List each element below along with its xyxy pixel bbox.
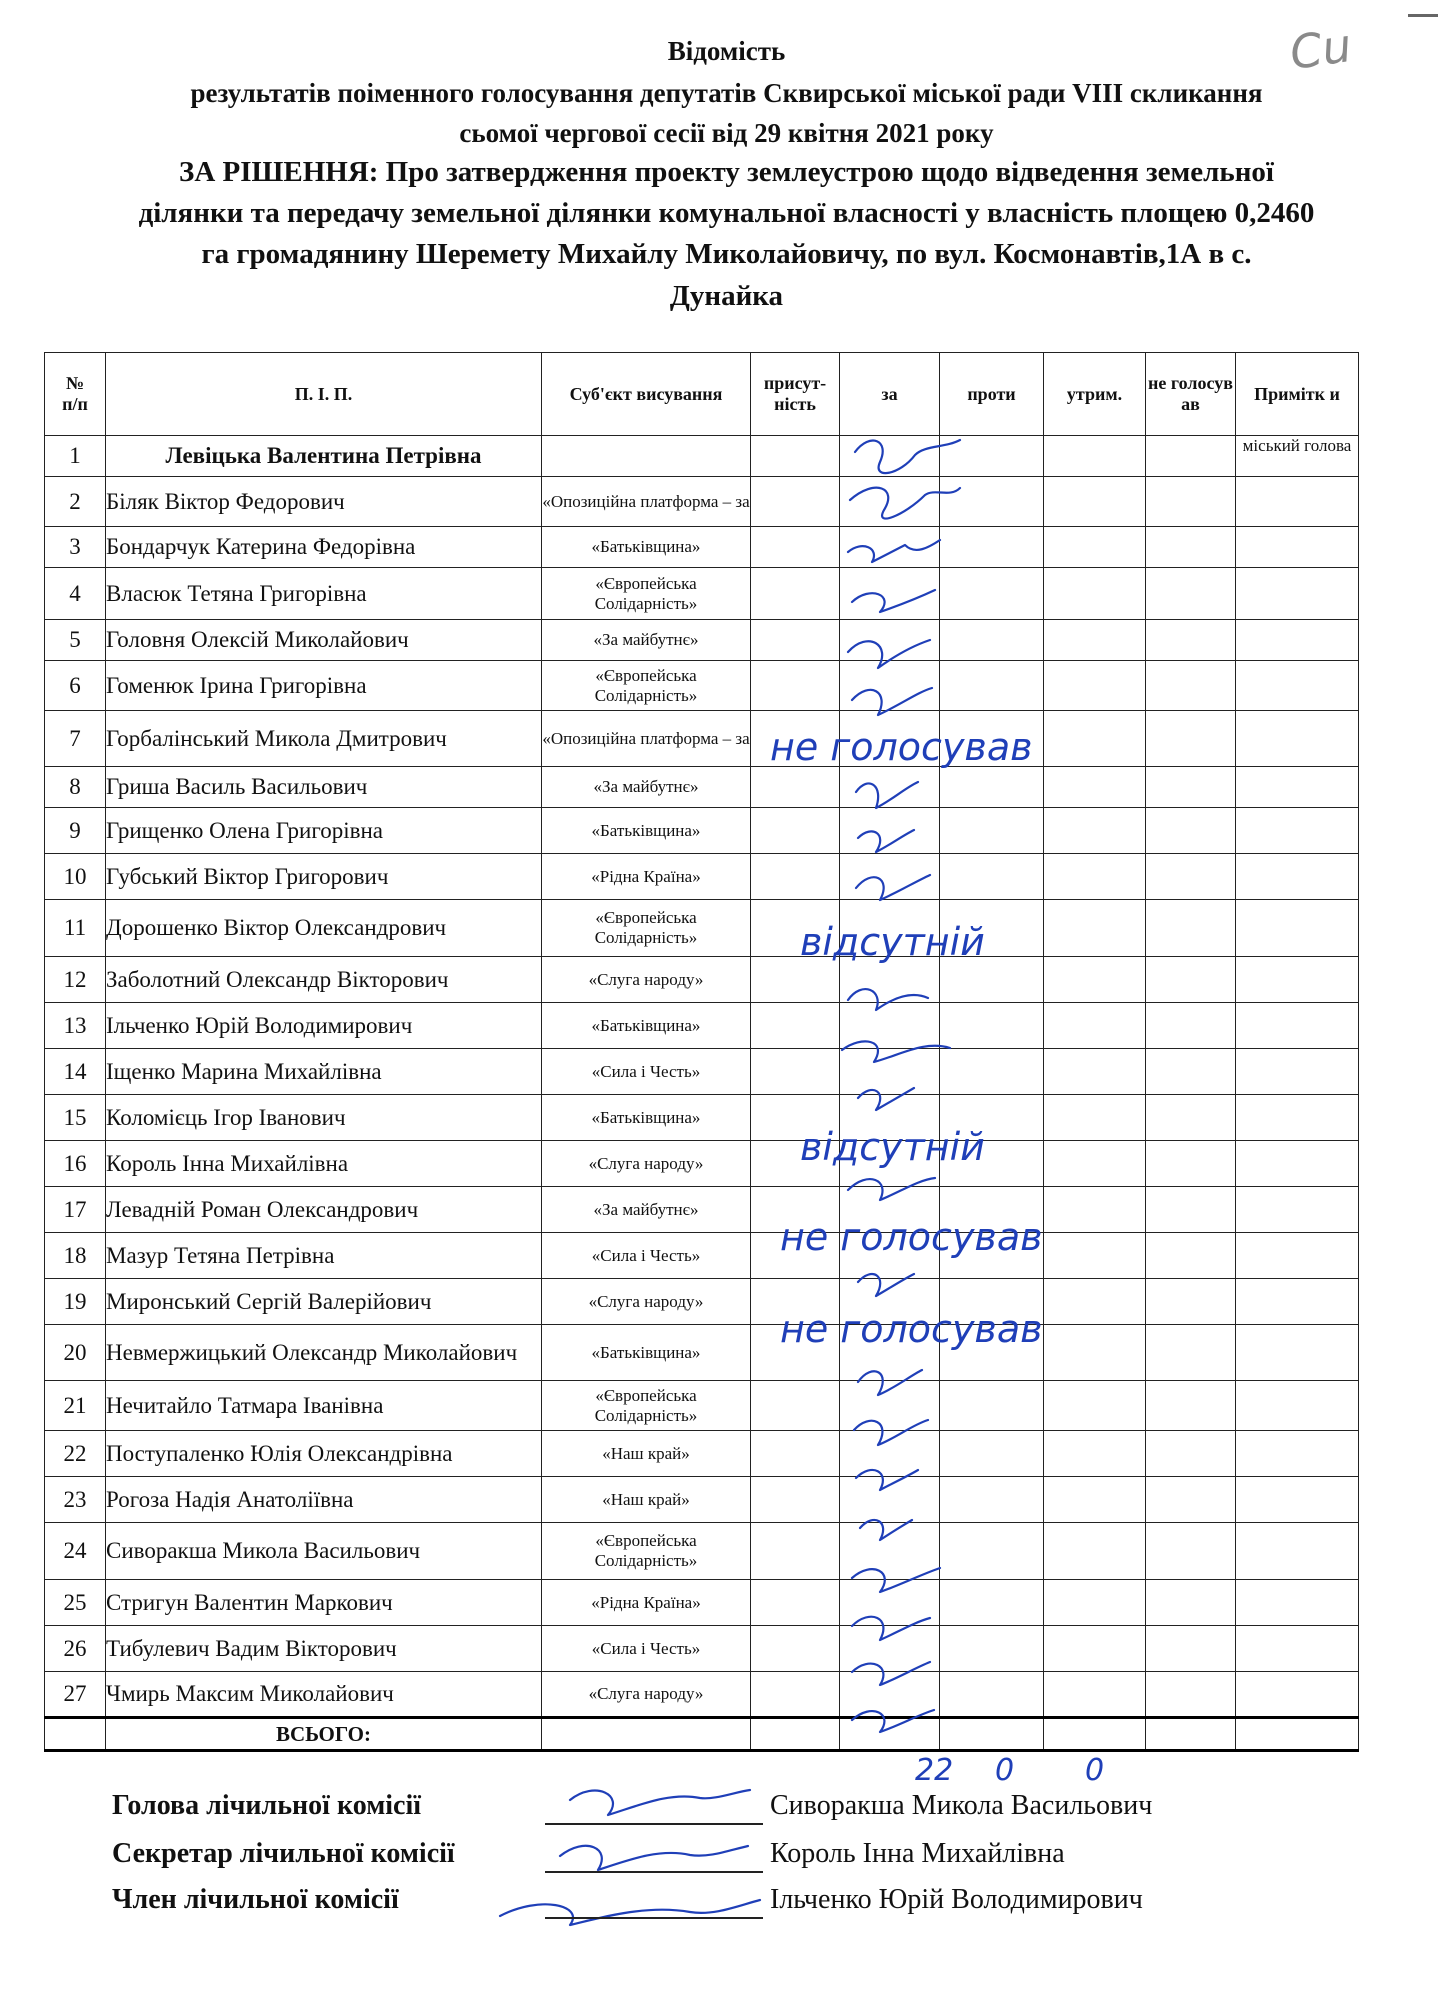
nominating-party: «Сила і Честь» (542, 1049, 751, 1095)
deputy-name: Стригун Валентин Маркович (106, 1580, 542, 1626)
deputy-name: Бондарчук Катерина Федорівна (106, 527, 542, 568)
secretary-signature-line (545, 1871, 763, 1873)
col-header-for: за (840, 353, 940, 436)
handwritten-total-abstain: 0 (1085, 1753, 1105, 1788)
col-header-name: П. І. П. (106, 353, 542, 436)
session-line: сьомої чергової сесії від 29 квітня 2021 року (459, 118, 994, 148)
handwritten-row-15: відсутній (800, 1125, 985, 1169)
deputy-name: Миронський Сергій Валерійович (106, 1279, 542, 1325)
nominating-party: «Слуга народу» (542, 1279, 751, 1325)
row-number: 16 (45, 1141, 106, 1187)
decision-line-1: ЗА РІШЕННЯ: Про затвердження проекту землеустрою щодо відведення земельної (179, 156, 1274, 188)
signature-row-9 (858, 830, 914, 852)
signature-row-26 (852, 1662, 930, 1685)
note-cell: міський голова (1236, 436, 1359, 477)
document-title: Відомість (667, 36, 786, 66)
handwritten-row-11: відсутній (800, 920, 985, 964)
signature-row-23 (860, 1520, 912, 1540)
nominating-party: «Європейська Солідарність» (542, 900, 751, 957)
row-number: 17 (45, 1187, 106, 1233)
nominating-party: «Батьківщина» (542, 1003, 751, 1049)
signature-row-24 (852, 1568, 940, 1592)
signature-row-21 (854, 1420, 928, 1445)
row-number: 15 (45, 1095, 106, 1141)
signature-row-8 (856, 782, 918, 808)
deputy-name: Коломієць Ігор Іванович (106, 1095, 542, 1141)
row-number: 7 (45, 711, 106, 767)
nominating-party: «Сила і Честь» (542, 1233, 751, 1279)
nominating-party: «Батьківщина» (542, 527, 751, 568)
row-number: 6 (45, 661, 106, 711)
col-header-against: проти (940, 353, 1044, 436)
signature-row-3 (848, 540, 940, 562)
nominating-party: «Європейська Солідарність» (542, 661, 751, 711)
deputy-name: Гриша Василь Васильович (106, 767, 542, 808)
nominating-party: «Слуга народу» (542, 957, 751, 1003)
handwritten-total-for: 22 (915, 1753, 954, 1788)
signature-head (570, 1790, 750, 1815)
col-header-present: присут- ність (751, 353, 840, 436)
head-label: Голова лічильної комісії (112, 1790, 422, 1821)
signature-secretary (560, 1846, 748, 1870)
nominating-party: «Слуга народу» (542, 1141, 751, 1187)
nominating-party: «Наш край» (542, 1477, 751, 1523)
row-number: 12 (45, 957, 106, 1003)
signature-row-2 (850, 488, 960, 519)
row-number: 27 (45, 1672, 106, 1718)
deputy-name: Чмирь Максим Миколайович (106, 1672, 542, 1718)
secretary-label: Секретар лічильної комісії (112, 1838, 455, 1869)
row-number: 5 (45, 620, 106, 661)
deputy-name: Головня Олексій Миколайович (106, 620, 542, 661)
row-number: 2 (45, 477, 106, 527)
nominating-party: «Слуга народу» (542, 1672, 751, 1718)
handwritten-total-against: 0 (995, 1753, 1015, 1788)
row-number: 1 (45, 436, 106, 477)
signature-row-27 (852, 1710, 934, 1732)
deputy-name: Левіцька Валентина Петрівна (106, 436, 542, 477)
deputy-name: Біляк Віктор Федорович (106, 477, 542, 527)
nominating-party: «Європейська Солідарність» (542, 568, 751, 620)
row-number: 21 (45, 1381, 106, 1431)
deputy-name: Сиворакша Микола Васильович (106, 1523, 542, 1580)
deputy-name: Левадній Роман Олександрович (106, 1187, 542, 1233)
row-number: 10 (45, 854, 106, 900)
signature-row-18 (858, 1274, 914, 1296)
row-number: 19 (45, 1279, 106, 1325)
deputy-name: Грищенко Олена Григорівна (106, 808, 542, 854)
document-subtitle: результатів поіменного голосування депутатів Сквирської міської ради VIII скликання (190, 78, 1263, 108)
row-number: 18 (45, 1233, 106, 1279)
row-number: 3 (45, 527, 106, 568)
deputy-name: Невмержицький Олександр Миколайович (106, 1325, 542, 1381)
deputy-name: Гоменюк Ірина Григорівна (106, 661, 542, 711)
nominating-party: «Рідна Країна» (542, 1580, 751, 1626)
member-signature-line (545, 1917, 763, 1919)
signature-row-25 (852, 1617, 930, 1640)
head-name: Сиворакша Микола Васильович (770, 1790, 1153, 1821)
handwritten-row-7: не голосував (770, 725, 1033, 769)
row-number: 25 (45, 1580, 106, 1626)
member-label: Член лічильної комісії (112, 1884, 399, 1915)
col-header-num: № п/п (45, 353, 106, 436)
row-number: 14 (45, 1049, 106, 1095)
decision-line-4: Дунайка (669, 280, 784, 312)
nominating-party: «Європейська Солідарність» (542, 1523, 751, 1580)
deputy-name: Нечитайло Татмара Іванівна (106, 1381, 542, 1431)
total-label: ВСЬОГО: (106, 1718, 542, 1751)
deputy-name: Власюк Тетяна Григорівна (106, 568, 542, 620)
signature-row-1 (855, 440, 960, 473)
deputy-name: Іщенко Марина Михайлівна (106, 1049, 542, 1095)
decision-line-3: га громадянину Шеремету Михайлу Миколайовичу, по вул. Космонавтів,1А в с. (201, 238, 1252, 270)
nominating-party: «За майбутнє» (542, 767, 751, 808)
nominating-party: «За майбутнє» (542, 1187, 751, 1233)
signature-row-6 (852, 688, 932, 715)
deputy-name: Поступаленко Юлія Олександрівна (106, 1431, 542, 1477)
signature-row-16 (848, 1178, 935, 1200)
nominating-party: «Наш край» (542, 1431, 751, 1477)
deputy-name: Горбалінський Микола Дмитрович (106, 711, 542, 767)
decision-line-2: ділянки та передачу земельної ділянки комунальної власності у власність площею 0,2460 (138, 197, 1315, 229)
row-number: 20 (45, 1325, 106, 1381)
row-number: 8 (45, 767, 106, 808)
nominating-party: «За майбутнє» (542, 620, 751, 661)
row-number: 13 (45, 1003, 106, 1049)
head-signature-line (545, 1823, 763, 1825)
deputy-name: Заболотний Олександр Вікторович (106, 957, 542, 1003)
col-header-subject: Суб'єкт висування (542, 353, 751, 436)
signature-member (500, 1900, 760, 1925)
deputy-name: Мазур Тетяна Петрівна (106, 1233, 542, 1279)
nominating-party: «Батьківщина» (542, 808, 751, 854)
row-number: 9 (45, 808, 106, 854)
nominating-party: «Опозиційна платформа – за (542, 711, 751, 767)
col-header-not-voted: не голосув ав (1146, 353, 1236, 436)
nominating-party: «Батьківщина» (542, 1325, 751, 1381)
col-header-abstain: утрим. (1044, 353, 1146, 436)
deputy-name: Король Інна Михайлівна (106, 1141, 542, 1187)
deputy-name: Ільченко Юрій Володимирович (106, 1003, 542, 1049)
corner-handwritten-mark: Cu (1286, 17, 1355, 81)
col-header-note: Примітк и (1236, 353, 1359, 436)
row-number: 26 (45, 1626, 106, 1672)
deputy-name: Дорошенко Віктор Олександрович (106, 900, 542, 957)
nominating-party: «Європейська Солідарність» (542, 1381, 751, 1431)
row-number: 4 (45, 568, 106, 620)
nominating-party: «Рідна Країна» (542, 854, 751, 900)
row-number: 11 (45, 900, 106, 957)
handwritten-row-17: не голосував (780, 1215, 1043, 1259)
nominating-party: «Сила і Честь» (542, 1626, 751, 1672)
deputy-name: Рогоза Надія Анатоліївна (106, 1477, 542, 1523)
signature-row-12 (848, 989, 928, 1010)
signature-row-20 (858, 1370, 922, 1395)
signature-row-4 (852, 590, 935, 612)
handwritten-row-19: не голосував (780, 1307, 1043, 1351)
row-number: 23 (45, 1477, 106, 1523)
nominating-party: «Опозиційна платформа – за (542, 477, 751, 527)
signature-row-10 (856, 875, 930, 900)
signature-row-14 (858, 1088, 914, 1110)
row-number: 24 (45, 1523, 106, 1580)
row-number: 22 (45, 1431, 106, 1477)
nominating-party: «Батьківщина» (542, 1095, 751, 1141)
signature-row-22 (856, 1470, 918, 1490)
secretary-name: Король Інна Михайлівна (770, 1838, 1065, 1869)
signature-row-13 (842, 1041, 950, 1062)
deputy-name: Тибулевич Вадим Вікторович (106, 1626, 542, 1672)
signature-row-5 (848, 640, 930, 668)
member-name: Ільченко Юрій Володимирович (770, 1884, 1143, 1915)
deputy-name: Губський Віктор Григорович (106, 854, 542, 900)
